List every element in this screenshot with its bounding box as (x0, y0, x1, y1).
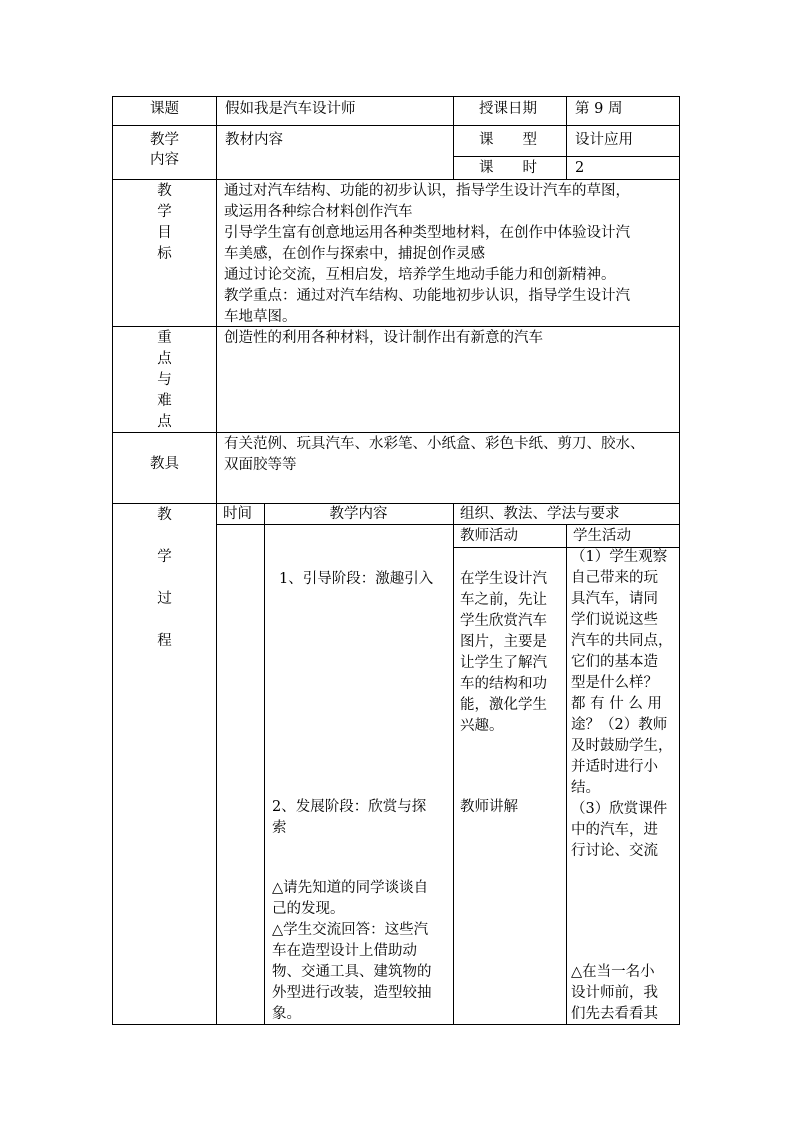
topic-label: 课题 (150, 101, 179, 117)
teacher-activity-line: 图片，主要是 (460, 634, 547, 650)
objectives-label-char: 教 (157, 183, 172, 199)
objective-line: 教学重点：通过对汽车结构、功能地初步认识，指导学生设计汽 (224, 288, 630, 304)
date-label: 授课日期 (479, 101, 537, 117)
student-activity-line: 型是什么样？ (571, 675, 658, 691)
content-note-line: △学生交流回答：这些汽 (272, 922, 429, 938)
student-activity-line: 都 有 什 么 用 (571, 696, 662, 712)
keypoints-label-char: 重 (157, 330, 172, 346)
content-label-line: 内容 (150, 152, 179, 168)
col-student-header: 学生活动 (573, 528, 631, 544)
rule (453, 97, 454, 179)
keypoints-label-char: 点 (157, 414, 172, 430)
keypoints-label-char: 与 (157, 372, 172, 388)
keypoints-label-char: 难 (157, 393, 172, 409)
content-note-line: 己的发现。 (272, 901, 345, 917)
student-activity-line: 它们的基本造 (571, 654, 658, 670)
student-activity-line: 学们说说这些 (571, 612, 658, 628)
content-note-line: 车在造型设计上借助动 (272, 943, 417, 959)
objective-line: 车美感，在创作与探索中，捕捉创作灵感 (224, 246, 485, 262)
tools-label: 教具 (150, 456, 179, 472)
teacher-activity-2: 教师讲解 (460, 799, 518, 815)
stage-1: 1、引导阶段：激趣引入 (279, 571, 434, 587)
student-activity-line: 自己带来的玩 (571, 570, 658, 586)
content-label-line: 教学 (150, 132, 179, 148)
topic-value: 假如我是汽车设计师 (225, 101, 356, 117)
objectives-label-char: 目 (157, 225, 172, 241)
hours-value: 2 (575, 160, 585, 176)
student-activity-line: 途？（2）教师 (571, 717, 668, 733)
col-org-header: 组织、教法、学法与要求 (460, 506, 620, 522)
content-note-line: △请先知道的同学谈谈自 (272, 880, 429, 896)
keypoints-label-char: 点 (157, 351, 172, 367)
col-time-header: 时间 (223, 506, 252, 522)
type-label: 课 型 (479, 132, 537, 148)
teacher-activity-line: 在学生设计汽 (460, 571, 547, 587)
student-activity-line: 中的汽车，进 (571, 822, 658, 838)
rule (113, 125, 679, 126)
col-content-header: 教学内容 (329, 506, 388, 522)
process-label-char: 教 (157, 507, 172, 523)
objectives-label-char: 学 (157, 204, 172, 220)
student-activity-line: （3）欣赏课件 (571, 801, 668, 817)
process-label-char: 过 (157, 591, 172, 607)
rule (566, 97, 567, 179)
content-note-line: 外型进行改装，造型较抽 (272, 985, 432, 1001)
objective-line: 通过讨论交流，互相启发，培养学生地动手能力和创新精神。 (224, 267, 616, 283)
student-activity-line: 结。 (571, 780, 600, 796)
rule (566, 524, 567, 1024)
teacher-activity-line: 兴趣。 (460, 718, 504, 734)
student-activity-line: 们先去看看其 (571, 1006, 658, 1022)
rule (113, 326, 679, 327)
objective-line: 引导学生富有创意地运用各种类型地材料，在创作中体验设计汽 (224, 225, 630, 241)
type-value: 设计应用 (575, 132, 633, 148)
rule (264, 503, 265, 1024)
col-teacher-header: 教师活动 (460, 528, 518, 544)
content-note-line: 物、交通工具、建筑物的 (272, 964, 432, 980)
student-activity-line: 及时鼓励学生， (571, 738, 673, 754)
tools-line: 双面胶等等 (224, 457, 297, 473)
date-value: 第 9 周 (575, 101, 623, 117)
content-value: 教材内容 (225, 132, 283, 148)
objective-line: 通过对汽车结构、功能的初步认识，指导学生设计汽车的草图， (224, 183, 630, 199)
rule (453, 503, 454, 1024)
lesson-plan-table (112, 96, 680, 1025)
objective-line: 或运用各种综合材料创作汽车 (224, 204, 413, 220)
rule (216, 97, 217, 1024)
process-label-char: 学 (157, 549, 172, 565)
teacher-activity-line: 能，激化学生 (460, 697, 547, 713)
stage-2-line: 索 (272, 820, 287, 836)
stage-2-line: 2、发展阶段：欣赏与探 (272, 799, 427, 815)
rule (113, 179, 679, 180)
teacher-activity-line: 车的结构和功 (460, 676, 547, 692)
content-note-line: 象。 (272, 1006, 301, 1022)
teacher-activity-line: 学生欣赏汽车 (460, 613, 547, 629)
student-activity-line: △在当一名小 (571, 964, 655, 980)
student-activity-line: （1）学生观察 (571, 549, 668, 565)
student-activity-line: 并适时进行小 (571, 759, 658, 775)
keypoints-text: 创造性的利用各种材料，设计制作出有新意的汽车 (224, 330, 543, 346)
objectives-label-char: 标 (157, 246, 172, 262)
process-label-char: 程 (157, 633, 172, 649)
student-activity-line: 具汽车，请同 (571, 591, 658, 607)
student-activity-line: 行讨论、交流 (571, 843, 658, 859)
objective-line: 车地草图。 (224, 309, 297, 325)
tools-line: 有关范例、玩具汽车、水彩笔、小纸盒、彩色卡纸、剪刀、胶水、 (224, 436, 645, 452)
student-activity-line: 汽车的共同点， (571, 633, 673, 649)
student-activity-line: 设计师前，我 (571, 985, 658, 1001)
hours-label: 课 时 (479, 160, 537, 176)
teacher-activity-line: 车之前，先让 (460, 592, 547, 608)
teacher-activity-line: 让学生了解汽 (460, 655, 547, 671)
